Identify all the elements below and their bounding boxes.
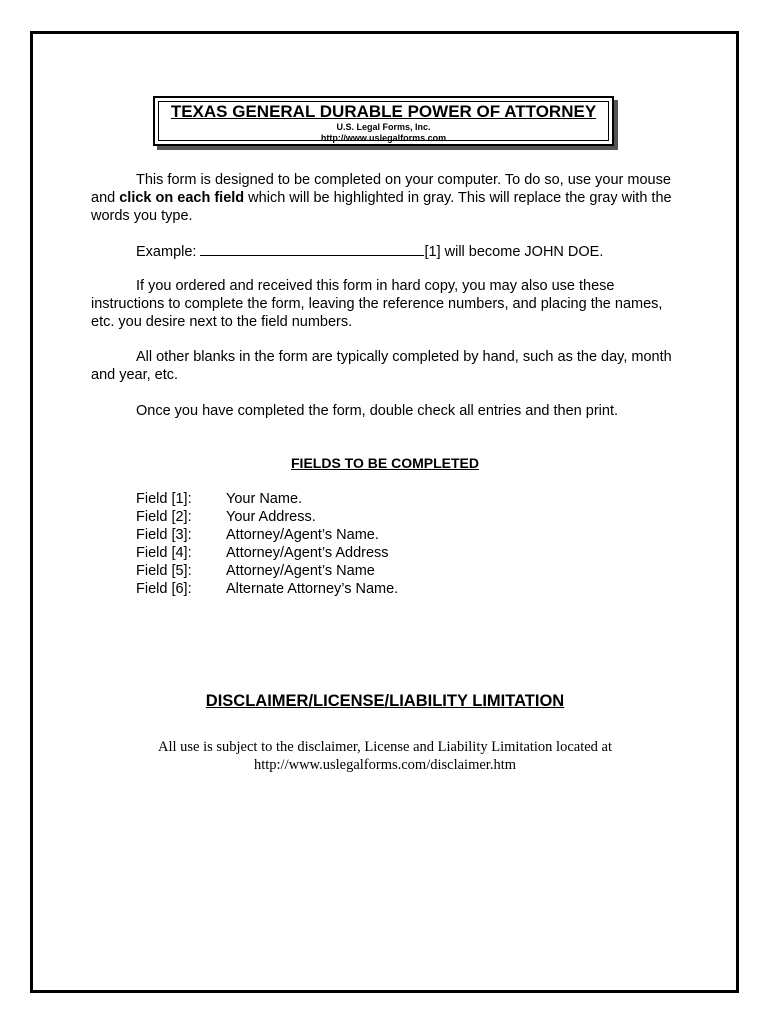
field-label: Field [1]: <box>136 491 192 507</box>
field-label: Field [4]: <box>136 545 192 561</box>
list-item <box>136 490 398 508</box>
instructions-paragraph-3: All other blanks in the form are typically completed by hand, such as the day, month and year, etc. <box>91 349 672 383</box>
field-description: Your Address. <box>226 509 316 525</box>
field-label: Field [3]: <box>136 527 192 543</box>
title-box-inner-border <box>158 101 609 141</box>
instructions-paragraph-4: Once you have completed the form, double check all entries and then print. <box>136 403 619 419</box>
list-item <box>136 562 398 580</box>
disclaimer-line-1: All use is subject to the disclaimer, License and Liability Limitation located at <box>157 739 613 755</box>
list-item <box>136 526 398 544</box>
field-description: Attorney/Agent’s Address <box>226 545 389 561</box>
field-description: Attorney/Agent’s Name. <box>226 527 379 543</box>
example-label: Example: <box>136 244 197 260</box>
example-result: will become JOHN DOE. <box>440 244 604 260</box>
click-each-field-emphasis: click on each field <box>119 190 245 206</box>
disclaimer-text <box>0 738 770 774</box>
disclaimer-link[interactable]: http://www.uslegalforms.com/disclaimer.htm <box>253 757 517 773</box>
instructions-paragraph-1: This form is designed to be completed on your computer. To do so, use your mouse and click on each field which will be highlighted in gray. This will replace the gray with the words you type. <box>91 172 672 224</box>
list-item <box>136 580 398 598</box>
field-description: Your Name. <box>226 491 303 507</box>
field-description: Alternate Attorney’s Name. <box>226 581 399 597</box>
field-label: Field [2]: <box>136 509 192 525</box>
title-box <box>153 96 614 146</box>
disclaimer-heading: DISCLAIMER/LICENSE/LIABILITY LIMITATION <box>205 692 565 710</box>
example-blank <box>200 243 424 256</box>
field-label: Field [6]: <box>136 581 192 597</box>
example-line <box>91 243 681 261</box>
fields-heading: FIELDS TO BE COMPLETED <box>291 455 479 471</box>
publisher-website: http://www.uslegalforms.com <box>320 133 447 143</box>
document-title: TEXAS GENERAL DURABLE POWER OF ATTORNEY <box>170 102 597 121</box>
field-description: Attorney/Agent’s Name <box>226 563 375 579</box>
list-item <box>136 544 398 562</box>
publisher-name: U.S. Legal Forms, Inc. <box>336 122 431 132</box>
field-label: Field [5]: <box>136 563 192 579</box>
instructions-paragraph-2: If you ordered and received this form in hard copy, you may also use these instructions to complete the form, leaving the reference numbers, and placing the names, etc. you desire next to the field numbers. <box>91 278 663 330</box>
fields-list <box>136 490 398 598</box>
list-item <box>136 508 398 526</box>
example-ref: [1] <box>424 244 441 260</box>
